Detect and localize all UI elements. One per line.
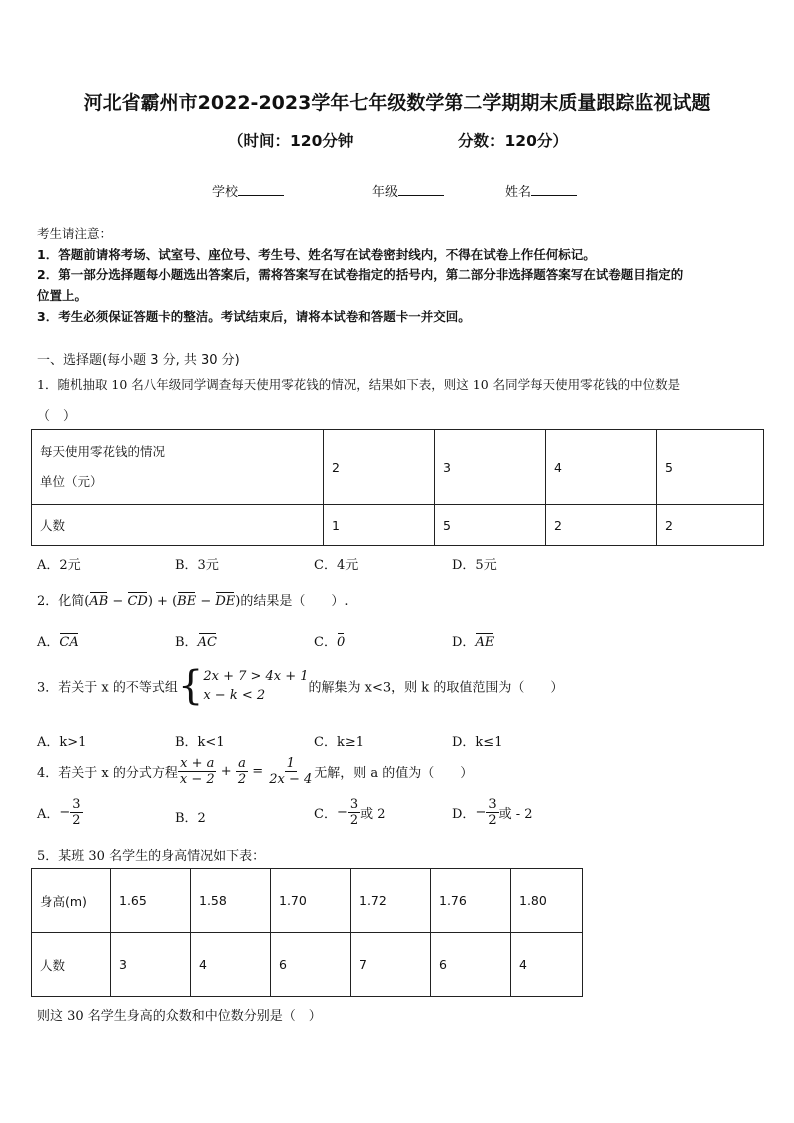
brace-icon: { (177, 663, 204, 709)
table-cell: 3 (435, 430, 546, 505)
exam-time: （时间：120分钟 (228, 132, 354, 150)
q5-question: 则这 30 名学生身高的众数和中位数分别是（ ） (37, 1009, 322, 1024)
q3-stem (37, 663, 564, 709)
table-cell: 2 (546, 505, 657, 546)
table-cell: 1 (324, 505, 435, 546)
inequality-2: x − k < 2 (203, 688, 266, 703)
q4-suffix: 无解，则 a 的值为（ ） (314, 766, 474, 781)
table-cell: 1.58 (191, 869, 271, 933)
school-field (212, 181, 284, 200)
table-cell: 5 (657, 430, 764, 505)
grade-field (372, 181, 444, 200)
vector-ca: CA (59, 635, 79, 650)
fraction (70, 797, 82, 828)
q2-op: − (108, 594, 128, 609)
table-cell: 3 (111, 933, 191, 997)
q1-table (31, 429, 764, 546)
table-cell: 1.65 (111, 869, 191, 933)
fraction (178, 756, 217, 787)
table-cell: 1.70 (271, 869, 351, 933)
name-field (505, 181, 577, 200)
inequality-system (203, 667, 308, 705)
page-title: 河北省霸州市2022-2023学年七年级数学第二学期期末质量跟踪监视试题 (83, 92, 711, 114)
q2-op: − (196, 594, 216, 609)
notice-line-2b: 位置上。 (37, 288, 88, 303)
denominator: 2 (72, 813, 81, 828)
denominator: 2 (237, 772, 247, 787)
fraction (267, 756, 314, 787)
q5-table-row-height (32, 869, 583, 933)
numerator: 3 (349, 797, 359, 812)
q4-option-a[interactable] (37, 797, 83, 828)
option-label: C． (314, 635, 337, 650)
option-tail: 或 2 (360, 807, 386, 822)
q1-label-b: 单位（元） (40, 474, 103, 489)
q1-paren: （ ） (37, 409, 77, 424)
q2-option-b[interactable] (175, 631, 217, 650)
q1-option-d[interactable]: D．5元 (452, 558, 497, 573)
q1-stem: 1．随机抽取 10 名八年级同学调查每天使用零花钱的情况，结果如下表，则这 10 名同学每天使用零花钱的中位数是 (37, 377, 681, 392)
table-cell: 5 (435, 505, 546, 546)
table-cell: 2 (657, 505, 764, 546)
name-label: 姓名 (505, 185, 532, 200)
table-cell: 4 (191, 933, 271, 997)
vector-ae: AE (475, 635, 495, 650)
q4-option-c[interactable] (314, 797, 386, 828)
table-cell: 1.80 (511, 869, 583, 933)
vector-ac: AC (197, 635, 217, 650)
option-label: D． (452, 807, 476, 822)
denominator: 2 (488, 813, 497, 828)
table-cell: 2 (324, 430, 435, 505)
q1-table-header-amount (32, 430, 324, 505)
numerator: 1 (286, 756, 295, 771)
section-heading: 一、选择题(每小题 3 分, 共 30 分) (37, 353, 240, 368)
q2-option-a[interactable] (37, 631, 79, 650)
q5-table (31, 868, 583, 997)
q1-table-header-count: 人数 (32, 505, 324, 546)
q1-table-row-count (32, 505, 764, 546)
q4-stem (37, 756, 473, 787)
notice-line-3: 3．考生必须保证答题卡的整洁。考试结束后，请将本试卷和答题卡一并交回。 (37, 309, 471, 324)
q1-option-b[interactable]: B．3元 (175, 558, 219, 573)
fraction (236, 756, 248, 787)
q2-option-d[interactable] (452, 631, 494, 650)
numerator: a (238, 756, 246, 771)
q2-suffix: )的结果是（ ）. (235, 594, 349, 609)
option-label: C． (314, 807, 337, 822)
inequality-1: 2x + 7 > 4x + 1 (203, 669, 309, 684)
minus-sign: − (59, 805, 71, 820)
q2-prefix: 2．化简( (37, 594, 90, 609)
grade-label: 年级 (372, 185, 399, 200)
table-cell: 4 (546, 430, 657, 505)
option-label: A． (37, 635, 60, 650)
notice-line-1: 1．答题前请将考场、试室号、座位号、考生号、姓名写在试卷密封线内，不得在试卷上作任何标记。 (37, 247, 596, 262)
notice-line-2a: 2．第一部分选择题每小题选出答案后，需将答案写在试卷指定的括号内，第二部分非选择题答案写在试卷题目指定的 (37, 267, 684, 282)
denominator: x − 2 (179, 772, 215, 787)
name-blank[interactable] (531, 183, 577, 196)
minus-sign: − (336, 805, 348, 820)
table-cell: 6 (271, 933, 351, 997)
q3-option-a[interactable]: A．k>1 (37, 735, 87, 750)
vector-de: DE (215, 594, 236, 609)
q3-suffix: 的解集为 x<3，则 k 的取值范围为（ ） (308, 680, 564, 696)
denominator: 2x − 4 (269, 772, 313, 787)
grade-blank[interactable] (398, 183, 444, 196)
table-cell: 6 (431, 933, 511, 997)
q3-option-d[interactable]: D．k≤1 (452, 735, 503, 750)
fraction (486, 797, 498, 828)
q4-option-b[interactable]: B．2 (175, 811, 206, 826)
q4-op: + (216, 764, 236, 779)
q3-prefix: 3．若关于 x 的不等式组 (37, 680, 178, 696)
numerator: x + a (180, 756, 215, 771)
notice-heading: 考生请注意： (37, 226, 113, 241)
vector-ab: AB (89, 594, 109, 609)
option-label: D． (452, 635, 476, 650)
table-cell: 7 (351, 933, 431, 997)
fraction (348, 797, 360, 828)
vector-be: BE (177, 594, 197, 609)
q5-table-header-count: 人数 (32, 933, 111, 997)
q2-op: ) + ( (147, 594, 178, 609)
minus-sign: − (475, 805, 487, 820)
vector-cd: CD (127, 594, 148, 609)
table-cell: 1.76 (431, 869, 511, 933)
school-blank[interactable] (238, 183, 284, 196)
zero-vector: 0 (336, 635, 346, 650)
q3-option-c[interactable]: C．k≥1 (314, 735, 364, 750)
q1-option-c[interactable]: C．4元 (314, 558, 359, 573)
table-cell: 1.72 (351, 869, 431, 933)
numerator: 3 (488, 797, 497, 812)
q2-option-c[interactable] (314, 631, 345, 650)
option-tail: 或 - 2 (498, 807, 533, 822)
q5-table-header-height: 身高(m) (32, 869, 111, 933)
table-cell: 4 (511, 933, 583, 997)
option-label: A． (37, 807, 60, 822)
q3-option-b[interactable]: B．k<1 (175, 735, 225, 750)
q5-stem: 5．某班 30 名学生的身高情况如下表： (37, 849, 266, 864)
school-label: 学校 (212, 185, 239, 200)
q4-op: = (248, 764, 268, 779)
numerator: 3 (72, 797, 81, 812)
q1-label-a: 每天使用零花钱的情况 (40, 444, 166, 459)
q4-prefix: 4．若关于 x 的分式方程 (37, 766, 178, 781)
denominator: 2 (349, 813, 359, 828)
q5-table-row-count (32, 933, 583, 997)
q1-option-a[interactable]: A．2元 (37, 558, 81, 573)
option-label: B． (175, 635, 198, 650)
q2-stem (37, 590, 349, 609)
q4-option-d[interactable] (452, 797, 533, 828)
q1-table-row-amount (32, 430, 764, 505)
exam-score: 分数：120分） (458, 132, 568, 150)
